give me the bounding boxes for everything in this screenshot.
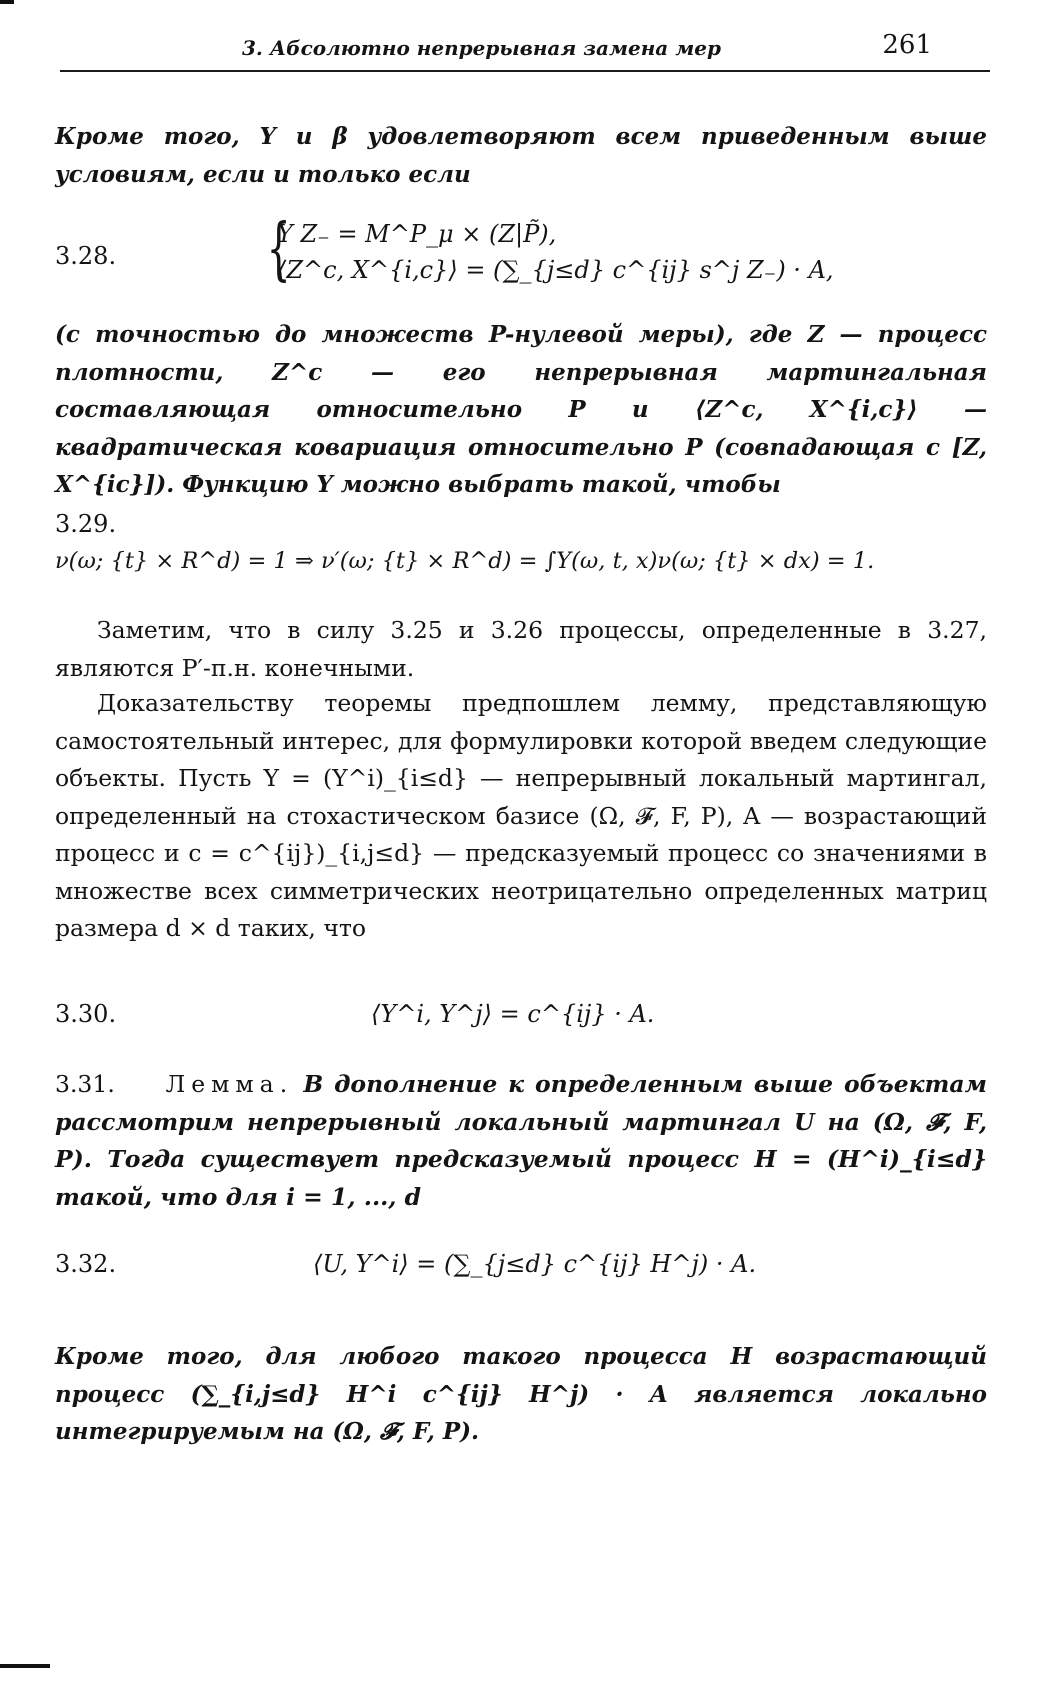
eq-3-28-line-2: ⟨Z^c, X^{i,c}⟩ = (∑_{j≤d} c^{ij} s^j Z₋) · A, bbox=[277, 256, 834, 284]
lemma-text: В дополнение к определенным выше объектам рассмотрим непрерывный локальный мартингал U на (Ω, 𝓕, F, P). Тогда существует предсказуемый процесс H = (H^i)_{i≤d} такой, что для i = 1, ..., d bbox=[55, 1070, 987, 1211]
scan-corner-mark bbox=[0, 0, 14, 4]
eq-label-3-30: 3.30. bbox=[55, 1000, 117, 1028]
equation-3-29 bbox=[55, 510, 987, 590]
eq-3-32-formula: ⟨U, Y^i⟩ = (∑_{j≤d} c^{ij} H^j) · A. bbox=[313, 1250, 757, 1278]
intro-paragraph: Кроме того, Y и β удовлетворяют всем приведенным выше условиям, если и только если bbox=[55, 123, 987, 188]
equation-3-32 bbox=[55, 1226, 987, 1326]
running-header bbox=[60, 22, 990, 72]
note-paragraph: Заметим, что в силу 3.25 и 3.26 процессы, определенные в 3.27, являются P′-п.н. конечными. bbox=[55, 616, 987, 682]
lemma-3-31 bbox=[55, 1066, 987, 1216]
eq-label-3-32: 3.32. bbox=[55, 1250, 117, 1278]
equation-3-28 bbox=[55, 210, 987, 296]
final-paragraph: Кроме того, для любого такого процесса H возрастающий процесс (∑_{i,j≤d} H^i c^{ij} H^j) · A является локально интегрируемым на (Ω, 𝓕, F, P). bbox=[55, 1343, 987, 1445]
eq-3-28-line-1: Y Z₋ = M^P_μ × (Z|P̃), bbox=[277, 220, 557, 248]
scan-edge-mark bbox=[0, 1664, 50, 1668]
paragraph-after-3-28: (с точностью до множеств P-нулевой меры), где Z — процесс плотности, Z^c — его непрерывная мартингальная составляющая относительно P и ⟨Z^c, X^{i,c}⟩ — квадратическая ковариация относительно P (совпадающая с [Z, X^{ic}]). Функцию Y можно выбрать такой, чтобы bbox=[55, 321, 987, 498]
eq-3-30-formula: ⟨Y^i, Y^j⟩ = c^{ij} · A. bbox=[371, 1000, 655, 1028]
proof-intro-paragraph: Доказательству теоремы предпошлем лемму, представляющую самостоятельный интерес, для формулировки которой введем следующие объекты. Пусть Y = (Y^i)_{i≤d} — непрерывный локальный мартингал, определенный на стохастическом базисе (Ω, 𝓕, F, P), A — возрастающий процесс и c = c^{ij})_{i,j≤d} — предсказуемый процесс со значениями в множестве всех симметрических неотрицательно определенных матриц размера d × d таких, что bbox=[55, 689, 987, 942]
eq-label-3-28: 3.28. bbox=[55, 242, 117, 270]
eq-system-3-28 bbox=[266, 210, 834, 289]
lemma-heading: Лемма. bbox=[165, 1070, 294, 1098]
lemma-label: 3.31. bbox=[55, 1070, 115, 1098]
eq-label-3-29: 3.29. bbox=[55, 510, 117, 538]
header-title: 3. Абсолютно непрерывная замена мер bbox=[242, 36, 721, 60]
eq-3-29-formula: ν(ω; {t} × R^d) = 1 ⇒ ν′(ω; {t} × R^d) = ∫Y(ω, t, x)ν(ω; {t} × dx) = 1. bbox=[55, 548, 875, 574]
equation-3-30 bbox=[55, 1000, 987, 1040]
page-number: 261 bbox=[882, 30, 932, 60]
left-brace: { bbox=[266, 210, 291, 289]
